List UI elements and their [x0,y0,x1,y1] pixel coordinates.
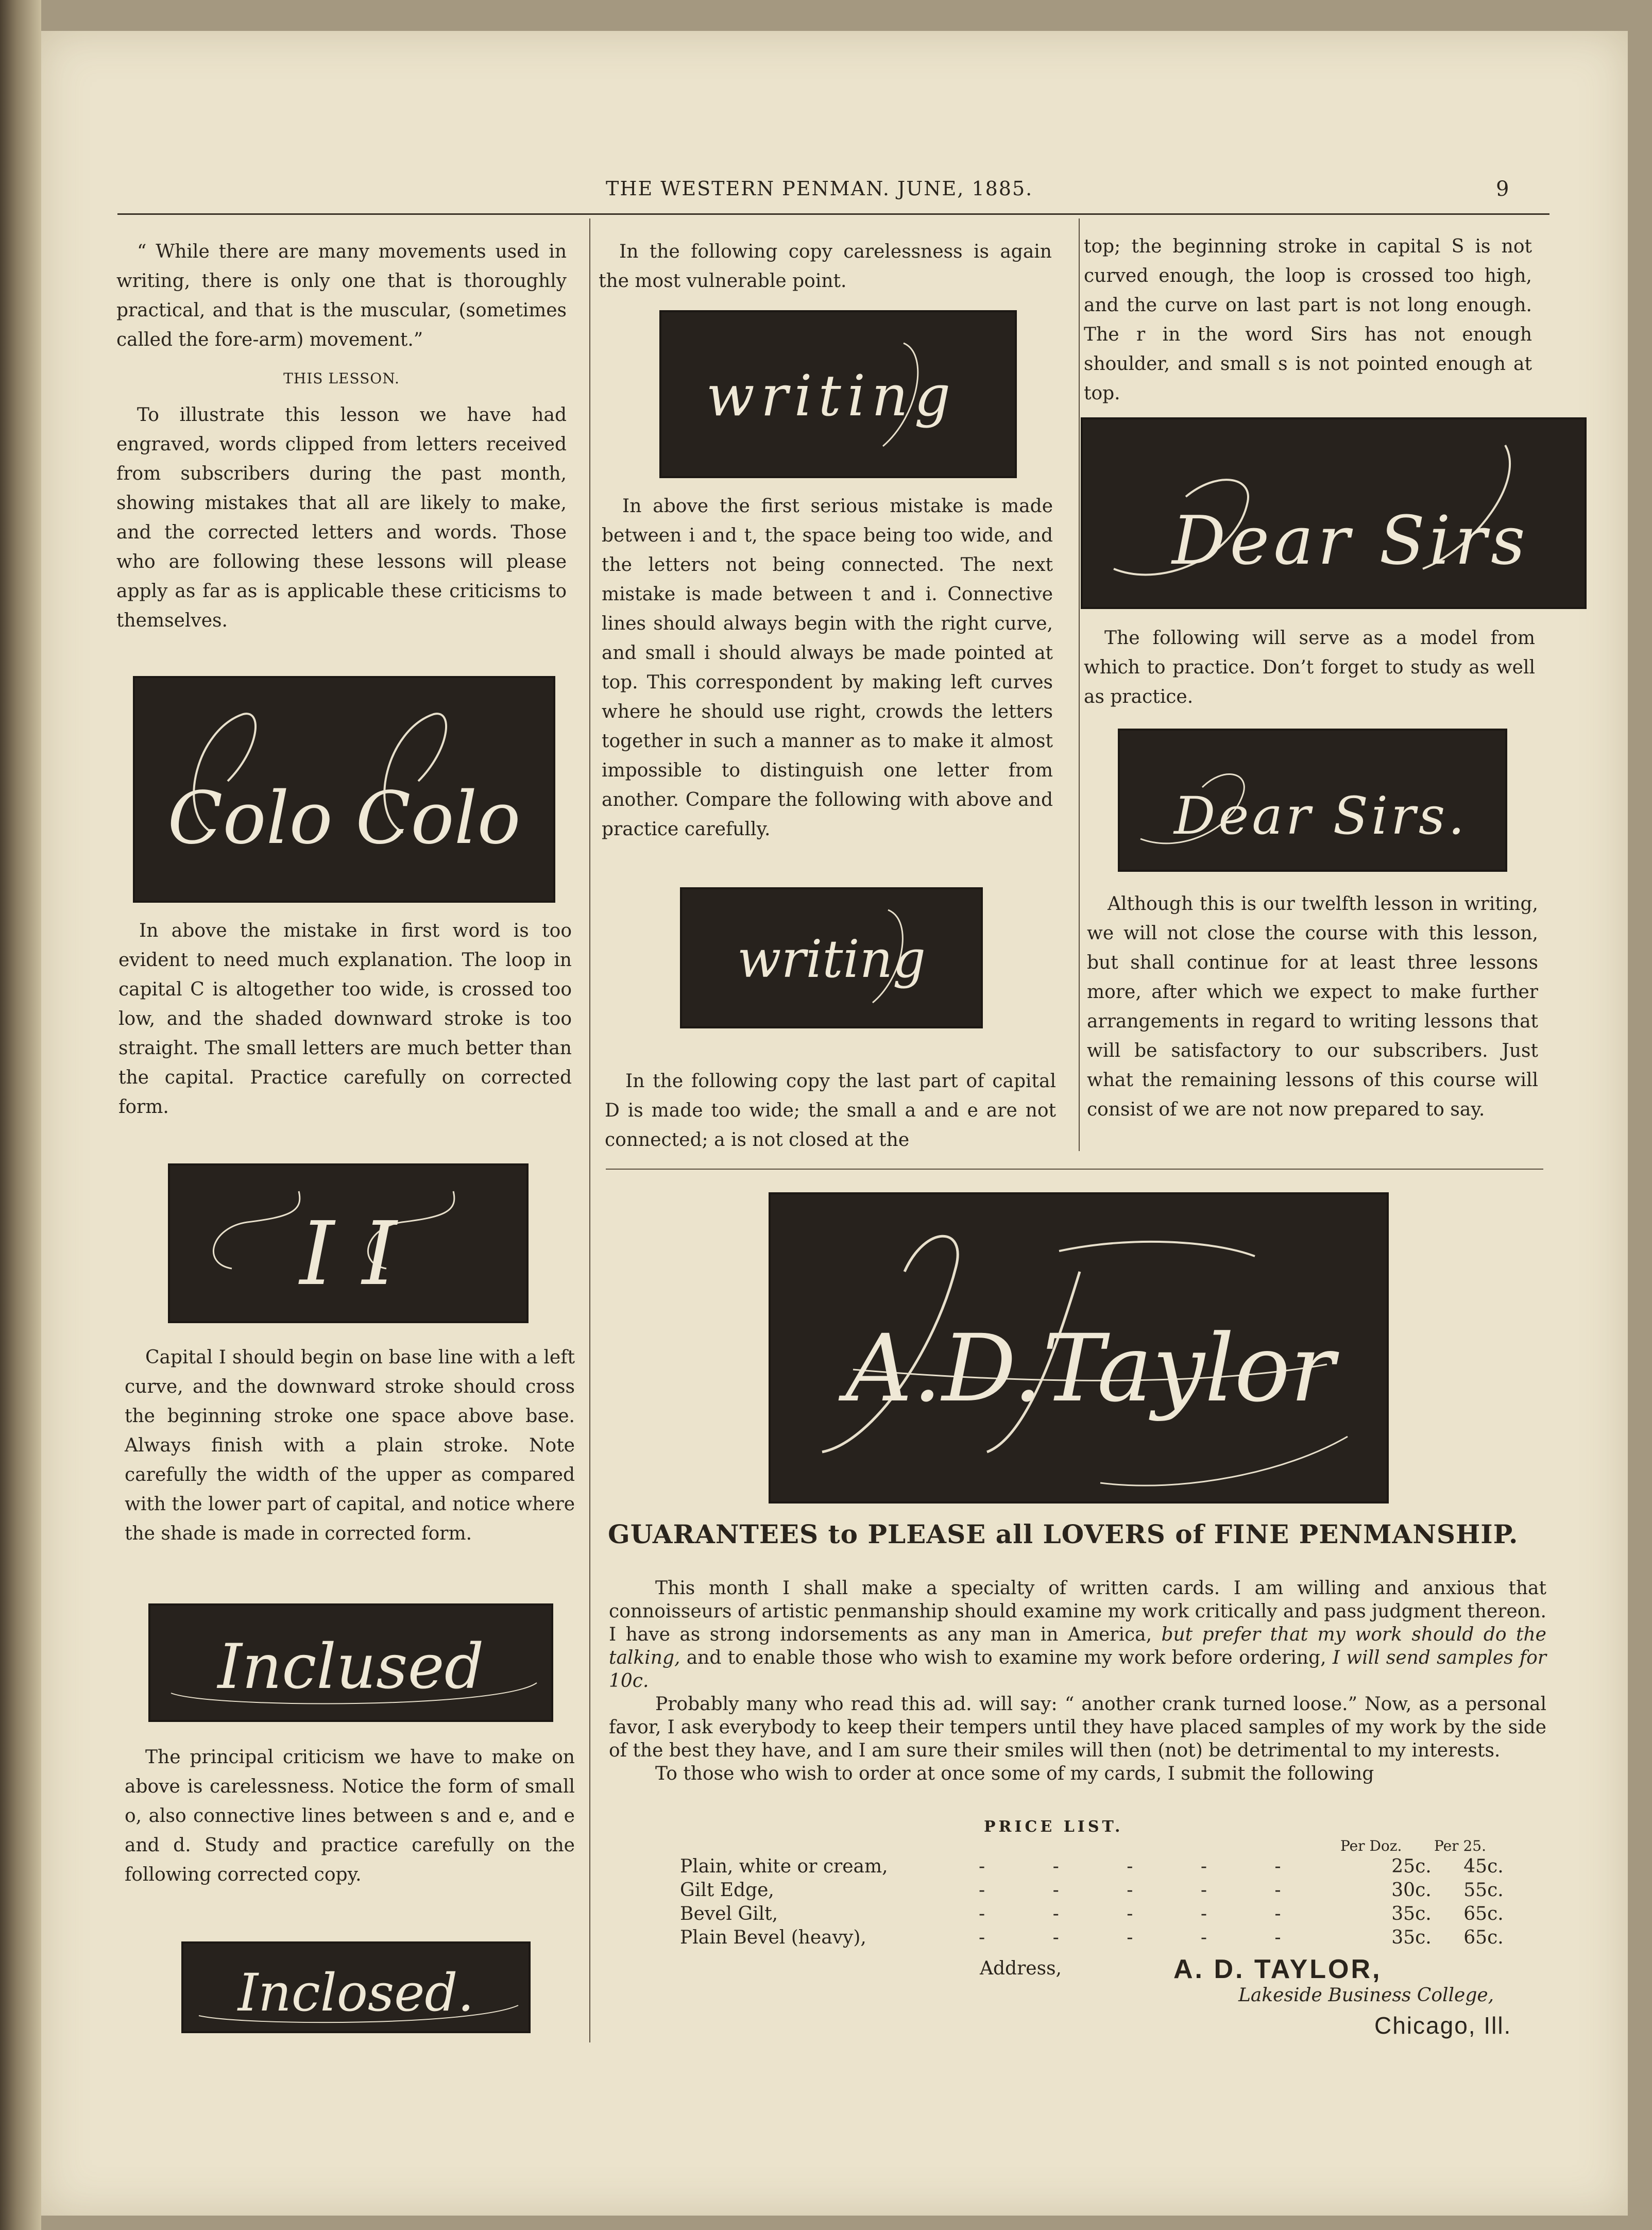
price-per-doz: 30c. [1391,1880,1432,1901]
plate-colo-text: Colo Colo [167,776,521,860]
price-item-name: Bevel Gilt, [680,1903,778,1924]
middle-column-caption-1 [602,492,1053,844]
price-per-25: 65c. [1463,1927,1504,1948]
inclused-caption: The principal criticism we have to make on above is carelessness. Notice the form of small o, also connective lines between s and e, and e and d. Study and practice carefully on the following corrected copy. [125,1747,575,1885]
writing-caption: In above the first serious mistake is made between i and t, the space being too wide, and the letters not being connected. The next mistake is made between t and i. Connective lines should always begin with the right curve, and small i should always be made pointed at top. This correspondent by making left curves where he should use right, crowds the letters together in such a manner as to make it almost impossible to distinguish one letter from another. Compare the following with above and practice carefully. [602,496,1053,840]
price-item-name: Plain Bevel (heavy), [680,1927,866,1948]
ad-body [609,1577,1546,1785]
price-row [680,1926,1520,1950]
header-rule [117,213,1549,215]
plate-colo [135,678,553,901]
price-per-25: 55c. [1463,1880,1504,1901]
price-col-per-doz: Per Doz. [1340,1837,1402,1854]
ad-separator-rule [606,1169,1543,1170]
advertiser-name: A. D. TAYLOR, [1173,1954,1382,1984]
plate-dear-sirs-wrong [1083,419,1585,607]
price-list-table [680,1855,1520,1950]
plate-writing-wrong-text: writing [706,363,957,429]
price-row [680,1879,1520,1902]
colo-caption: In above the mistake in first word is too evident to need much explanation. The loop in capital C is altogether too wide, is crossed too low, and the shaded downward stroke is too straight. The small letters are much better than the capital. Practice carefully on corrected form. [118,920,572,1118]
script-writing-right [682,889,981,1026]
lesson-intro: To illustrate this lesson we have had engraved, words clipped from letters received from subscribers during the past month, showing mistakes that all are likely to make, and the corrected letters and words. Those who are following these lessons will please apply as far as is applicable these criticisms to themselves. [116,404,567,631]
script-dear-sirs-right [1120,731,1505,870]
script-inclosed [183,1944,529,2031]
dear-sirs-caption-end: top; the beginning stroke in capital S is not curved enough, the loop is crossed too high, and the curve on last part is not long enough. The r in the word Sirs has not enough shoulder, and small s is not pointed enough at top. [1084,236,1532,404]
column-rule-right [1079,218,1080,1151]
price-col-per-25: Per 25. [1434,1837,1486,1854]
plate-writing-right-text: writing [737,929,926,989]
price-leader: - - - - - [979,1927,1312,1948]
plate-capital-i [170,1165,526,1321]
price-per-doz: 35c. [1391,1927,1432,1948]
plate-taylor-signature [771,1194,1387,1501]
right-column-intro [1084,232,1532,408]
price-per-25: 65c. [1463,1903,1504,1924]
page-binding [0,0,41,2230]
plate-dear-sirs-wrong-text: Dear Sirs [1172,501,1529,580]
price-list-title: PRICE LIST. [984,1818,1123,1836]
price-per-doz: 25c. [1391,1856,1432,1877]
page-number: 9 [1496,177,1509,201]
plate-inclused-text: Inclused [217,1631,484,1703]
plate-writing-wrong [661,312,1015,476]
plate-writing-right [682,889,981,1026]
price-row [680,1902,1520,1926]
ad-para1-c: and to enable those who wish to examine my work before ordering, [680,1647,1333,1668]
price-row [680,1855,1520,1879]
advertiser-college: Lakeside Business College, [1238,1985,1494,2006]
plate-inclosed [183,1944,529,2031]
ad-paragraph-2: Probably many who read this ad. will say: “ another crank turned loose.” Now, as a personal favor, I ask everybody to keep their tempers until they have placed samples of my work by the side of the best they have, and I am sure their smiles will then (not) be detrimental to my interests. [609,1694,1546,1761]
price-item-name: Gilt Edge, [680,1880,774,1901]
middle-intro-text: In the following copy carelessness is again the most vulnerable point. [599,241,1052,292]
middle-column-caption-2 [605,1067,1056,1155]
price-leader: - - - - - [979,1856,1312,1877]
price-item-name: Plain, white or cream, [680,1856,888,1877]
ad-para1-a: This month I shall make a specialty of written cards. I am willing and anxious that connoisseurs of artistic penmanship should examine my work critically and pass judgment thereon. I have as strong indorsements as any man in America, [609,1578,1546,1645]
script-inclused [150,1606,551,1720]
plate-inclused [150,1606,551,1720]
script-dear-sirs-wrong [1083,419,1585,607]
left-column-top [116,237,567,635]
ad-paragraph-3: To those who wish to order at once some of my cards, I submit the following [655,1763,1374,1784]
ad-paragraph-1 [609,1577,1546,1693]
price-leader: - - - - - [979,1903,1312,1924]
dear-sirs-caption-start: In the following copy the last part of capital D is made too wide; the small a and e are not connected; a is not closed at the [605,1071,1056,1151]
left-column-caption-3 [125,1743,575,1889]
plate-capital-i-text: I I [299,1203,397,1305]
advertiser-city: Chicago, Ill. [1374,2012,1512,2039]
price-per-25: 45c. [1463,1856,1504,1877]
middle-column-intro [599,237,1052,296]
script-colo [135,678,553,901]
twelfth-lesson-text: Although this is our twelfth lesson in writing, we will not close the course with this lesson, but shall continue for at least three lessons more, after which we expect to make further arrangements in regard to writing lessons that will be satisfactory to our subscribers. Just what the remaining lessons of this course will consist of we are not now prepared to say. [1087,893,1538,1120]
price-leader: - - - - - [979,1880,1312,1901]
plate-dear-sirs-right [1120,731,1505,870]
ad-para1-d: I will send samples for 10c. [609,1647,1546,1692]
script-capital-i [170,1165,526,1321]
address-label: Address, [980,1958,1062,1979]
plate-dear-sirs-right-text: Dear Sirs. [1174,786,1468,846]
right-column-closing [1087,889,1538,1124]
running-header-title: THE WESTERN PENMAN. JUNE, 1885. [606,177,1033,200]
column-rule-left [589,218,590,2042]
plate-taylor-text: A.D.Taylor [845,1315,1335,1423]
capital-i-caption: Capital I should begin on base line with a left curve, and the downward stroke should cross the beginning stroke one space above base. Always finish with a plain stroke. Note carefully the width of the upper as compared with the lower part of capital, and notice where the shade is made in corrected form. [125,1347,575,1544]
left-column-caption-2 [125,1343,575,1548]
movement-quote: “ While there are many movements used in writing, there is only one that is thoroughly practical, and that is the muscular, (sometimes called the fore-arm) movement.” [116,241,567,350]
price-per-doz: 35c. [1391,1903,1432,1924]
plate-inclosed-text: Inclosed. [237,1963,474,2023]
ad-para1-b: but prefer that my work should do the talking, [609,1624,1546,1668]
this-lesson-heading: THIS LESSON. [283,370,400,387]
script-taylor-signature [771,1194,1387,1501]
script-writing-wrong [661,312,1015,476]
left-column-caption-1 [118,916,572,1122]
model-caption: The following will serve as a model from which to practice. Don’t forget to study as well as practice. [1084,628,1535,707]
right-column-caption-1 [1084,623,1535,712]
ad-headline: GUARANTEES to PLEASE all LOVERS of FINE PENMANSHIP. [608,1519,1519,1549]
